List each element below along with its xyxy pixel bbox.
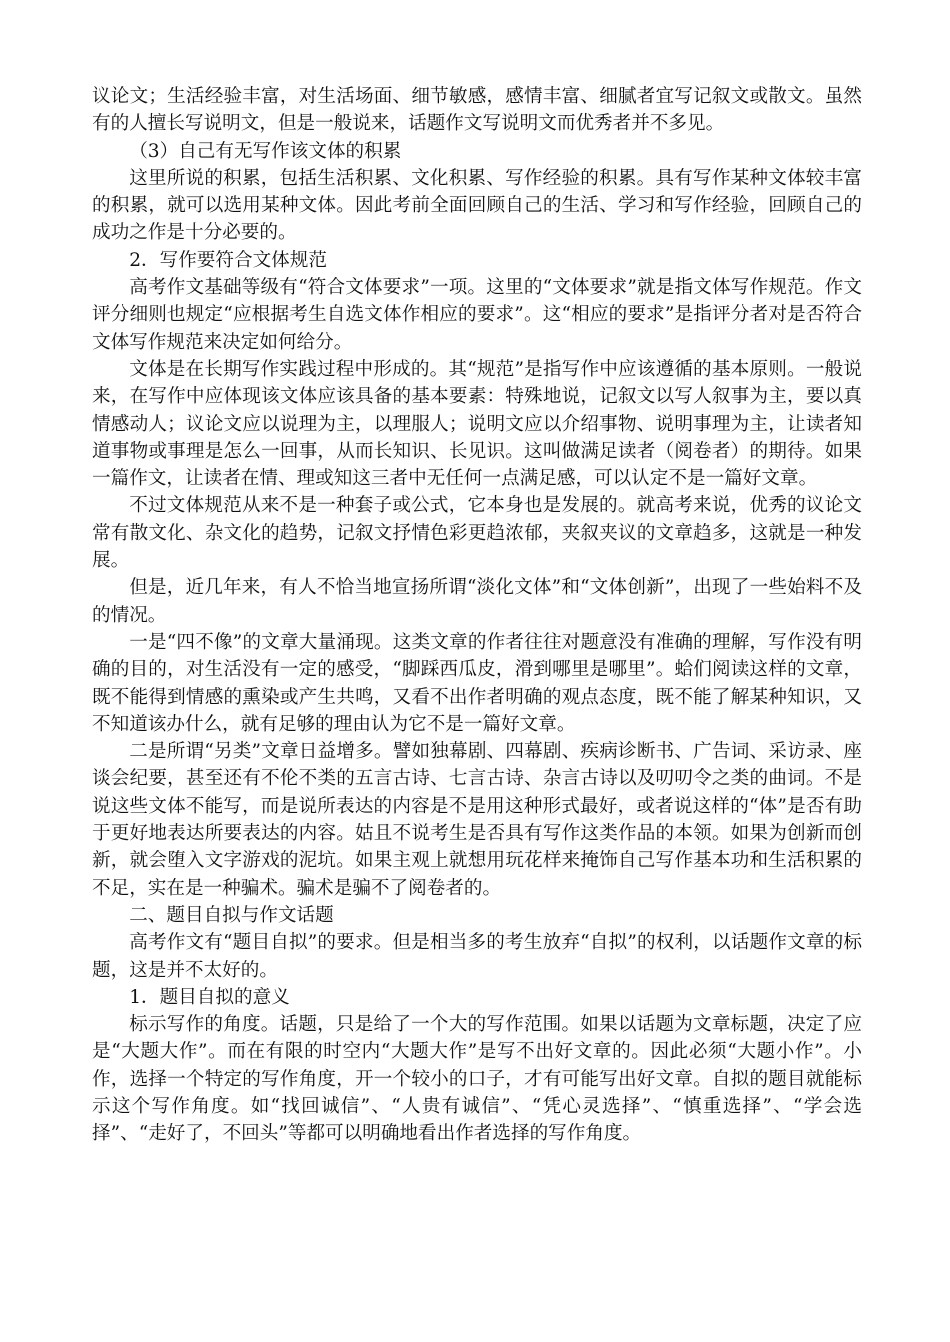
paragraph-1: 议论文；生活经验丰富，对生活场面、细节敏感，感情丰富、细腻者宜写记叙文或散文。虽然有的人擅长写说明文，但是一般说来，话题作文写说明文而优秀者并不多见。 — [92, 86, 862, 135]
paragraph-7: 不过文体规范从来不是一种套子或公式，它本身也是发展的。就高考来说，优秀的议论文常有散文化、杂文化的趋势，记叙文抒情色彩更趋浓郁，夹叙夹议的文章趋多，这就是一种发展。 — [92, 495, 862, 572]
section-heading-2: 二、题目自拟与作文话题 — [129, 904, 334, 926]
subheading-3-accumulation: （3）自己有无写作该文体的积累 — [129, 140, 402, 162]
paragraph-12: 高考作文有“题目自拟”的要求。但是相当多的考生放弃“自拟”的权利，以话题作文章的标题，这是并不太好的。 — [92, 932, 862, 981]
paragraph-6: 文体是在长期写作实践过程中形成的。其“规范”是指写作中应该遵循的基本原则。一般说来，在写作中应体现该文体应该具备的基本要素：特殊地说，记叙文以写人叙事为主，要以真情感动人；议论文应以说理为主，以理服人；说明文应以介绍事物、说明事理为主，让读者知道事物或事理是怎么一回事，从而长知识、长见识。这叫做满足读者（阅卷者）的期待。如果一篇作文，让读者在情、理或知这三者中无任何一点满足感，可以认定不是一篇好文章。 — [92, 358, 862, 490]
subheading-1-title-meaning: 1．题目自拟的意义 — [129, 986, 290, 1008]
paragraph-10: 二是所谓“另类”文章日益增多。譬如独幕剧、四幕剧、疾病诊断书、广告词、采访录、座谈会纪要，甚至还有不伦不类的五言古诗、七言古诗、杂言古诗以及叨叨令之类的曲词。不是说这些文体不能写，而是说所表达的内容是不是用这种形式最好，或者说这样的“体”是否有助于更好地表达所要表达的内容。姑且不说考生是否具有写作这类作品的本领。如果为创新而创新，就会堕入文字游戏的泥坑。如果主观上就想用玩花样来掩饰自己写作基本功和生活积累的不足，实在是一种骗术。骗术是骗不了阅卷者的。 — [92, 741, 862, 899]
subheading-2-genre-norms: 2．写作要符合文体规范 — [129, 249, 327, 271]
paragraph-5: 高考作文基础等级有“符合文体要求”一项。这里的“文体要求”就是指文体写作规范。作文评分细则也规定“应根据考生自选文体作相应的要求”。这“相应的要求”是指评分者对是否符合文体写作规范来决定如何给分。 — [92, 277, 862, 353]
paragraph-8: 但是，近几年来，有人不恰当地宣扬所谓“淡化文体”和“文体创新”，出现了一些始料不及的情况。 — [92, 577, 862, 626]
document-body — [92, 83, 862, 1148]
paragraph-9: 一是“四不像”的文章大量涌现。这类文章的作者往往对题意没有准确的理解，写作没有明确的目的，对生活没有一定的感受，“脚踩西瓜皮，滑到哪里是哪里”。蛤们阅读这样的文章，既不能得到情感的熏染或产生共鸣，又看不出作者明确的观点态度，既不能了解某种知识，又不知道该办什么，就有足够的理由认为它不是一篇好文章。 — [92, 631, 862, 735]
paragraph-14: 标示写作的角度。话题，只是给了一个大的写作范围。如果以话题为文章标题，决定了应是“大题大作”。而在有限的时空内“大题大作”是写不出好文章的。因此必须“大题小作”。小作，选择一个特定的写作角度，开一个较小的口子，才有可能写出好文章。自拟的题目就能标示这个写作角度。如“找回诚信”、“人贵有诚信”、“凭心灵选择”、“慎重选择”、“学会选择”、“走好了，不回头”等都可以明确地看出作者选择的写作角度。 — [92, 1014, 862, 1145]
paragraph-3: 这里所说的积累，包括生活积累、文化积累、写作经验的积累。具有写作某种文体较丰富的积累，就可以选用某种文体。因此考前全面回顾自己的生活、学习和写作经验，回顾自己的成功之作是十分必要的。 — [92, 167, 862, 244]
